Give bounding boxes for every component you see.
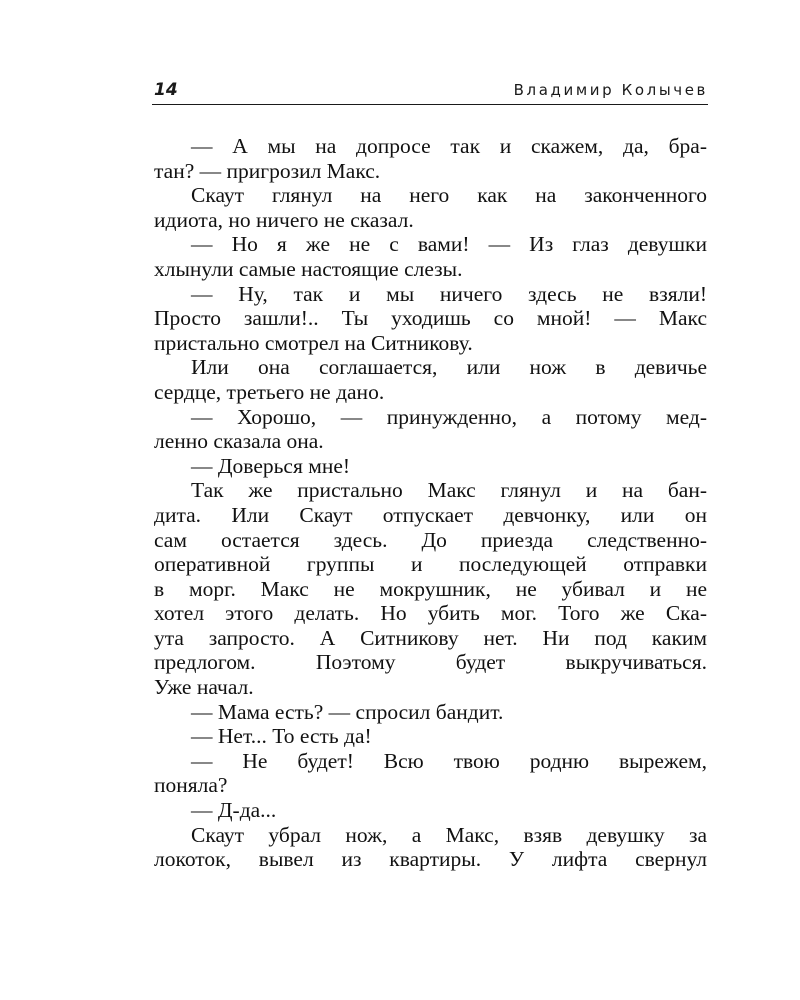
text-line: — Не будет! Всю твою родню вырежем, <box>191 748 707 773</box>
text-line: идиота, но ничего не сказал. <box>154 207 414 232</box>
text-line: — Хорошо, — принужденно, а потому мед- <box>191 404 707 429</box>
text-line: — А мы на допросе так и скажем, да, бра- <box>191 134 707 158</box>
text-line: в морг. Макс не мокрушник, не убивал и не <box>154 576 707 601</box>
page-number: 14 <box>154 80 178 100</box>
text-line: поняла? <box>154 773 228 798</box>
book-author: Владимир Колычев <box>513 81 708 99</box>
text-line: Так же пристально Макс глянул и на бан- <box>191 478 707 503</box>
text-line: локоток, вывел из квартиры. У лифта свернул <box>154 847 707 872</box>
text-line: — Д-да... <box>191 798 277 823</box>
text-line: — Мама есть? — спросил бандит. <box>191 699 504 724</box>
text-line: Просто зашли!.. Ты уходишь со мной! — Макс <box>154 306 707 331</box>
text-line: дита. Или Скаут отпускает девчонку, или он <box>154 502 707 527</box>
text-line: сердце, третьего не дано. <box>154 379 385 404</box>
text-line: — Но я же не с вами! — Из глаз девушки <box>191 232 707 257</box>
text-body <box>154 134 707 872</box>
text-line: предлогом. Поэтому будет выкручиваться. <box>154 650 707 675</box>
text-line: хотел этого делать. Но убить мог. Того же Ска- <box>154 601 707 626</box>
text-line: — Доверься мне! <box>191 453 351 478</box>
text-line: — Ну, так и мы ничего здесь не взяли! <box>191 281 707 306</box>
text-line: Уже начал. <box>154 675 254 700</box>
text-line: тан? — пригрозил Макс. <box>154 158 381 183</box>
running-header <box>152 80 708 105</box>
text-line: ленно сказала она. <box>154 429 324 454</box>
text-line: Скаут глянул на него как на законченного <box>191 183 707 208</box>
text-line: пристально смотрел на Ситникову. <box>154 330 473 355</box>
text-line: сам остается здесь. До приезда следственно- <box>154 527 707 552</box>
text-line: оперативной группы и последующей отправки <box>154 552 707 577</box>
text-line: — Нет... То есть да! <box>191 724 372 749</box>
text-line: Или она соглашается, или нож в девичье <box>191 355 707 380</box>
text-line: Скаут убрал нож, а Макс, взяв девушку за <box>191 822 707 847</box>
text-line: хлынули самые настоящие слезы. <box>154 256 463 281</box>
text-line: ута запросто. А Ситникову нет. Ни под каким <box>154 625 707 650</box>
